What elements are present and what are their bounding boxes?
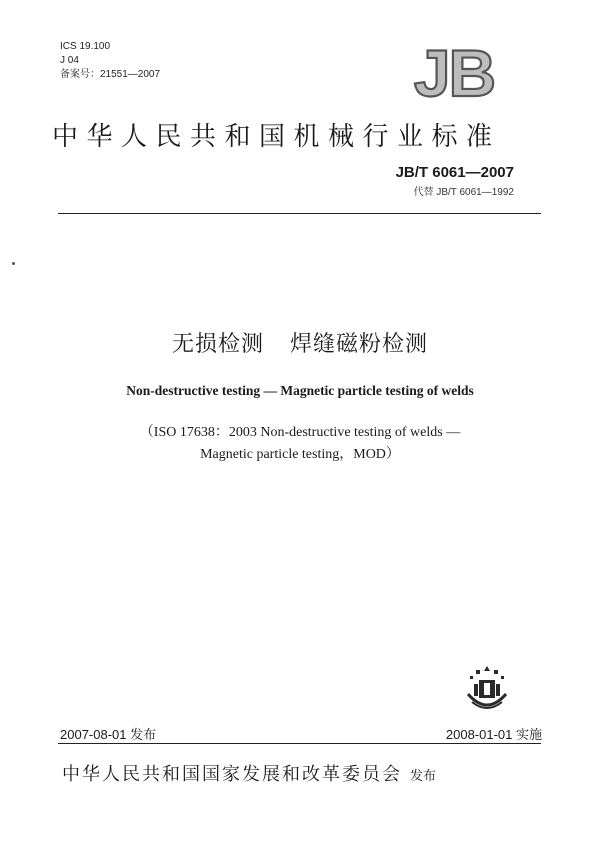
chinese-title-part1: 无损检测 [171,332,264,357]
issue-action: 发布 [410,769,437,784]
jb-logo-text: JB [413,42,495,102]
chinese-title [0,327,600,358]
scan-speck [12,262,15,265]
replaces-standard: 代替 JB/T 6061—1992 [413,187,514,198]
publisher-emblem [462,664,512,716]
header-divider [58,213,541,214]
chinese-title-part2: 焊缝磁粉检测 [290,332,429,357]
jb-logo [398,42,510,102]
iso-equivalence-line2: Magnetic particle testing，MOD） [200,447,400,462]
footer-divider [58,743,541,744]
industry-standard-title: 中华人民共和国机械行业标准 [52,122,501,152]
standard-code-block [396,164,514,198]
english-title: Non-destructive testing — Magnetic particle testing of welds [126,383,474,398]
j-code: J 04 [60,55,79,66]
effective-date: 2008-01-01 实施 [445,727,542,742]
issuing-authority [62,760,562,786]
classification-block [60,40,160,82]
record-number: 备案号：21551—2007 [60,69,161,80]
ics-code: ICS 19.100 [60,41,111,52]
issuing-organization: 中华人民共和国国家发展和改革委员会 [62,764,402,785]
iso-equivalence [0,422,600,466]
issue-date: 2007-08-01 发布 [60,727,157,742]
standard-number: JB/T 6061—2007 [395,164,514,181]
iso-equivalence-line1: （ISO 17638：2003 Non-destructive testing of welds — [139,425,461,440]
